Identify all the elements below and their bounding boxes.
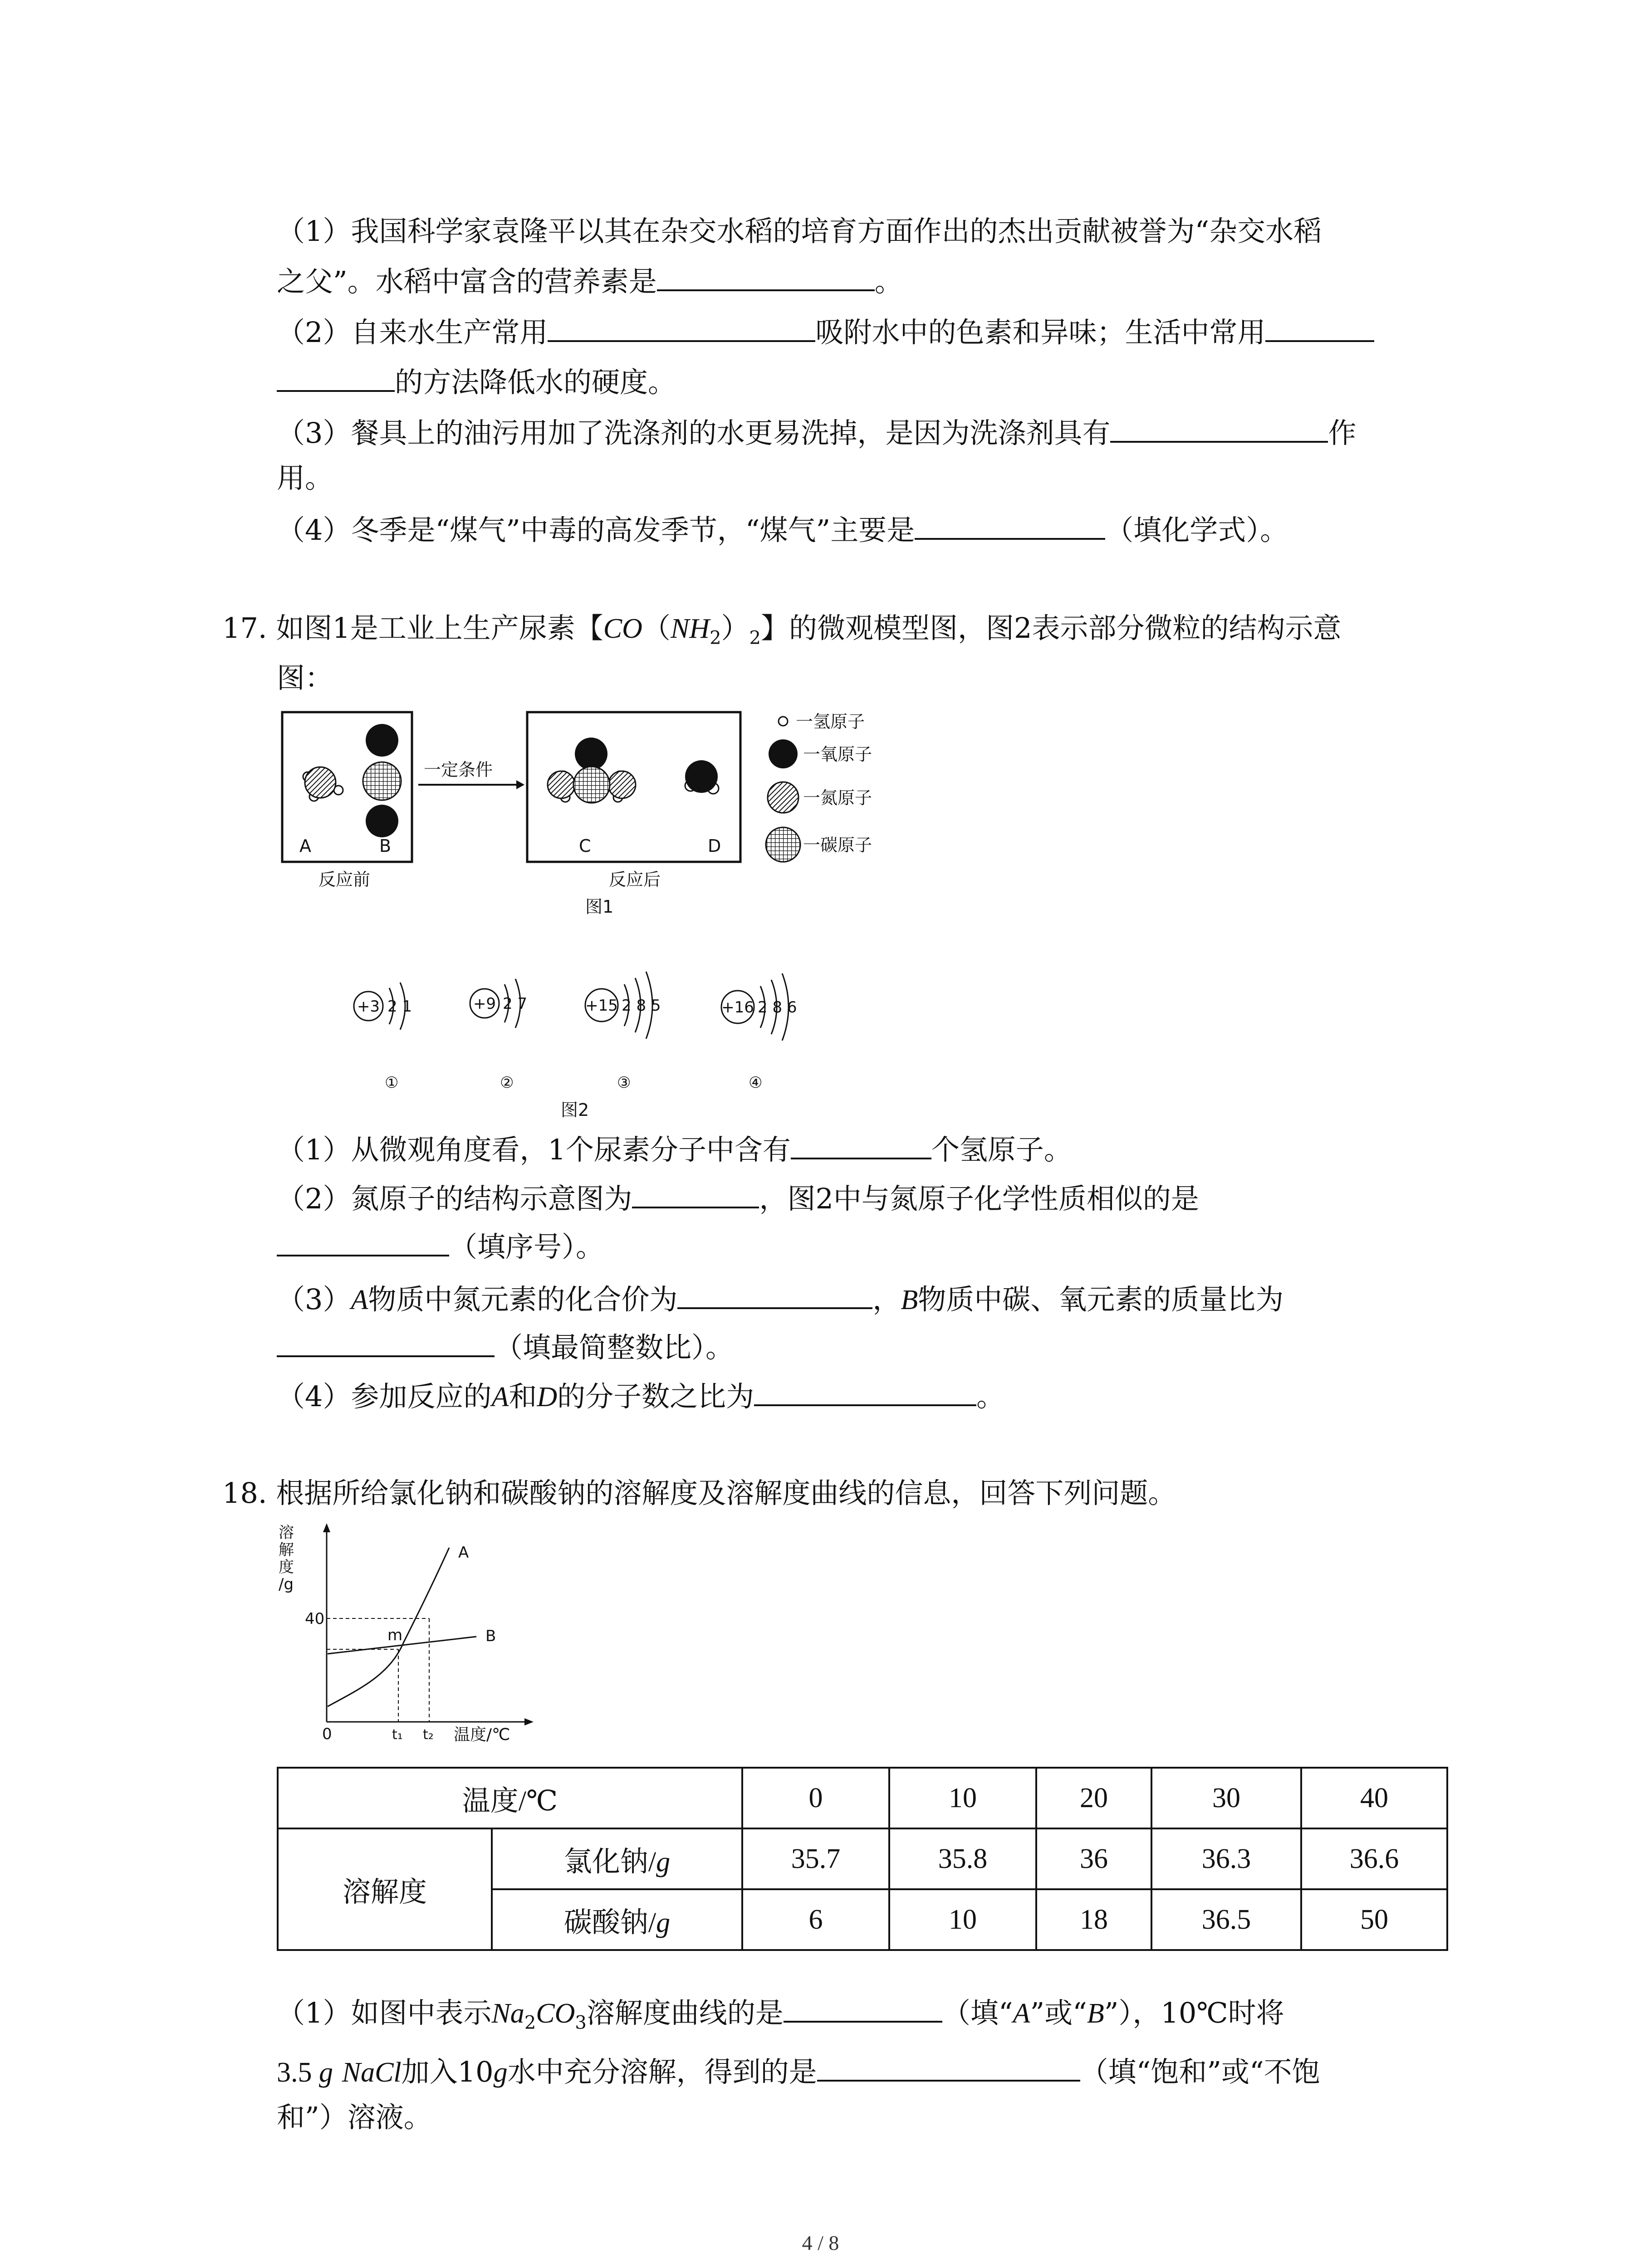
value-cell: 35.7: [742, 1828, 889, 1889]
svg-text:③: ③: [617, 1074, 631, 1092]
answer-blank[interactable]: [817, 2053, 1080, 2082]
molecule-b: [363, 724, 401, 837]
q16-part3-line1: （3）餐具上的油污用加了洗涤剂的水更易洗掉，是因为洗涤剂具有 作: [277, 414, 1356, 451]
legend-hydrogen: 一氢原子: [796, 712, 865, 732]
row-label-nacl: 氯化钠/g: [492, 1828, 742, 1889]
svg-text:2 1: 2 1: [387, 997, 412, 1016]
svg-text:②: ②: [500, 1074, 514, 1092]
svg-text:2 8 6: 2 8 6: [758, 998, 797, 1017]
q18-part1-line3: 和”）溶液。: [277, 2101, 432, 2134]
curve-a-label: A: [458, 1544, 469, 1562]
svg-text:①: ①: [385, 1074, 399, 1092]
caption-after: 反应后: [609, 870, 661, 890]
figure-2-caption: 图2: [561, 1100, 589, 1120]
temp-cell: 30: [1151, 1768, 1301, 1828]
nitrogen-swatch: [768, 782, 798, 813]
hydrogen-swatch: [779, 717, 788, 726]
page-number: 4 / 8: [802, 2231, 839, 2254]
header-temperature: 温度/℃: [278, 1768, 742, 1828]
value-cell: 10: [889, 1889, 1036, 1950]
answer-blank[interactable]: [784, 1994, 942, 2023]
svg-text:+9: +9: [473, 995, 496, 1013]
curve-b-label: B: [485, 1627, 496, 1645]
temp-cell: 0: [742, 1768, 889, 1828]
svg-text:+3: +3: [357, 997, 380, 1016]
figure-2-atom-structures: [336, 962, 880, 1134]
q16-part1-line1: （1）我国科学家袁隆平以其在杂交水稻的培育方面作出的杰出贡献被誉为“杂交水稻: [277, 215, 1322, 248]
q17-stem-line2: 图：: [277, 661, 333, 694]
q17-part2-line1: （2）氮原子的结构示意图为 ，图2中与氮原子化学性质相似的是: [277, 1179, 1199, 1217]
value-cell: 36.6: [1301, 1828, 1447, 1889]
atom-legend: [766, 712, 872, 862]
table-row: [278, 1828, 1447, 1889]
value-cell: 35.8: [889, 1828, 1036, 1889]
answer-blank[interactable]: [915, 511, 1105, 540]
y-label-char-3: 度: [279, 1558, 294, 1576]
molecule-d: [685, 760, 719, 794]
row-label-na2co3: 碳酸钠/g: [492, 1889, 742, 1950]
svg-text:④: ④: [749, 1074, 763, 1092]
origin-label: 0: [322, 1725, 332, 1742]
group-solubility: 溶解度: [278, 1828, 492, 1950]
t1-label: t₁: [392, 1727, 403, 1742]
q17-part3-line1: （3）A物质中氮元素的化合价为 ，B物质中碳、氧元素的质量比为: [277, 1280, 1283, 1318]
answer-blank[interactable]: [277, 363, 395, 392]
y-label-char-2: 解: [279, 1541, 294, 1559]
solubility-curve-chart: [272, 1520, 554, 1742]
fig1-letter-c: C: [579, 836, 591, 856]
temp-cell: 40: [1301, 1768, 1447, 1828]
answer-blank[interactable]: [277, 1227, 449, 1256]
x-axis-label: 温度/℃: [454, 1725, 510, 1742]
answer-blank[interactable]: [632, 1179, 759, 1208]
q16-part2-line2: 的方法降低水的硬度。: [277, 363, 676, 401]
q18-part1-line2: 3.5 g NaCl加入10g水中充分溶解，得到的是 （填“饱和”或“不饱: [277, 2053, 1320, 2091]
svg-text:+15: +15: [585, 997, 618, 1015]
value-cell: 50: [1301, 1889, 1447, 1950]
answer-blank[interactable]: [1265, 313, 1374, 342]
answer-blank[interactable]: [277, 1328, 495, 1357]
answer-blank[interactable]: [791, 1130, 931, 1159]
figure-1-caption: 图1: [585, 897, 614, 917]
q16-part2-line1: （2）自来水生产常用 吸附水中的色素和异味；生活中常用: [277, 313, 1374, 351]
svg-text:2 8 5: 2 8 5: [622, 997, 661, 1015]
value-cell: 18: [1036, 1889, 1151, 1950]
q16-part1-line2: 之父”。水稻中富含的营养素是 。: [277, 262, 903, 300]
answer-blank[interactable]: [548, 313, 815, 342]
value-cell: 6: [742, 1889, 889, 1950]
temp-cell: 10: [889, 1768, 1036, 1828]
atom-diagram-4: [721, 973, 797, 1092]
q17-part1: （1）从微观角度看，1个尿素分子中含有 个氢原子。: [277, 1130, 1072, 1168]
q18-part1-line1: （1）如图中表示$Na_2CO_3$溶解度曲线的是 （填“A”或“B”），10℃时将: [277, 1994, 1284, 2041]
molecule-a: [303, 767, 343, 801]
q16-part3-line2: 用。: [277, 461, 333, 494]
q16-part4: （4）冬季是“煤气”中毒的高发季节，“煤气”主要是 （填化学式）。: [277, 511, 1288, 548]
t2-label: t₂: [423, 1727, 434, 1742]
q17-part3-line2: （填最简整数比）。: [277, 1328, 734, 1366]
fig1-letter-d: D: [708, 836, 721, 856]
oxygen-swatch: [769, 739, 798, 768]
answer-blank[interactable]: [754, 1377, 976, 1406]
legend-carbon: 一碳原子: [803, 835, 872, 855]
legend-oxygen: 一氧原子: [803, 744, 872, 764]
reaction-condition: 一定条件: [424, 760, 493, 780]
fig1-letter-a: A: [299, 836, 311, 856]
figure-1-molecular-model: [277, 708, 957, 934]
answer-blank[interactable]: [1110, 414, 1328, 443]
svg-text:2 7: 2 7: [503, 995, 528, 1013]
q17-part2-line2: （填序号）。: [277, 1227, 604, 1265]
atom-diagram-1: [354, 982, 412, 1092]
fig1-letter-b: B: [379, 836, 392, 856]
value-cell: 36: [1036, 1828, 1151, 1889]
carbon-swatch: [766, 827, 800, 862]
y-tick-40: 40: [305, 1610, 325, 1628]
legend-nitrogen: 一氮原子: [803, 788, 872, 808]
q17-stem-line1: 17. 如图1是工业上生产尿素【$CO(NH_2)_2$】的微观模型图，图2表示部分微粒的结构示意: [222, 611, 1342, 649]
caption-before: 反应前: [318, 870, 371, 890]
answer-blank[interactable]: [657, 262, 875, 291]
solubility-table: [277, 1767, 1448, 1951]
answer-blank[interactable]: [677, 1280, 872, 1309]
atom-diagram-3: [585, 972, 661, 1092]
svg-text:+16: +16: [721, 998, 754, 1017]
atom-diagram-2: [470, 979, 527, 1092]
table-header-row: [278, 1768, 1447, 1828]
q18-stem: 18. 根据所给氯化钠和碳酸钠的溶解度及溶解度曲线的信息，回答下列问题。: [222, 1476, 1176, 1510]
y-label-char-1: 溶: [279, 1524, 294, 1542]
y-label-char-4: /g: [279, 1575, 294, 1593]
intersection-m: m: [387, 1626, 403, 1644]
molecule-c: [548, 738, 636, 803]
q17-part4: （4）参加反应的A和D的分子数之比为 。: [277, 1377, 1004, 1415]
value-cell: 36.3: [1151, 1828, 1301, 1889]
temp-cell: 20: [1036, 1768, 1151, 1828]
value-cell: 36.5: [1151, 1889, 1301, 1950]
